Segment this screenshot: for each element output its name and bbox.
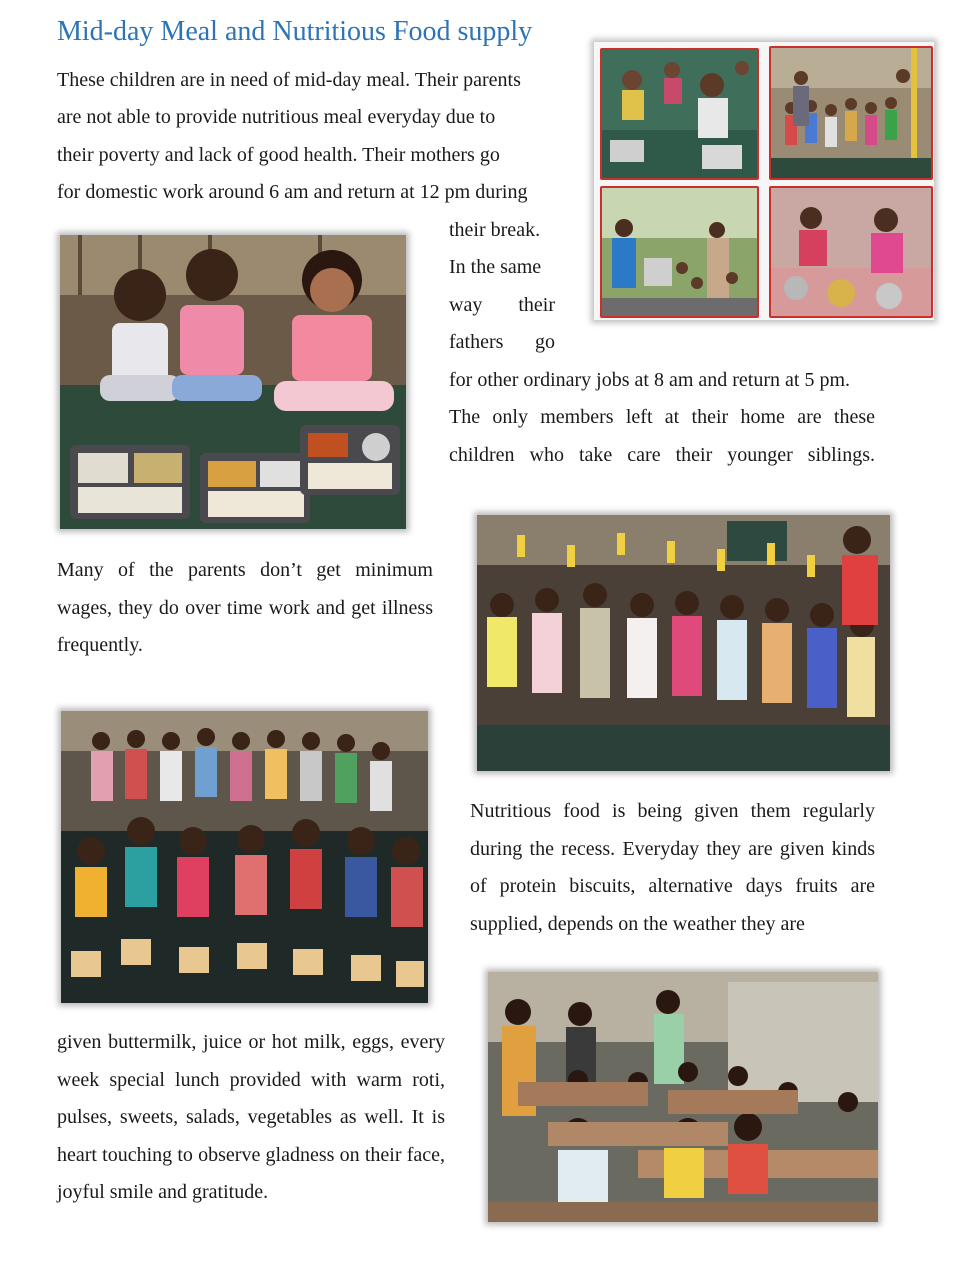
paragraph-1-line-4: for domestic work around 6 am and return at 12 pm during: [57, 181, 528, 203]
paragraph-1-col-line-3: way their: [449, 294, 555, 316]
paragraph-3: Nutritious food is being given them regularly during the recess. Everyday they are given kinds of protein biscuits, alternative days fruits are supplied, depends on the weather they are: [470, 800, 875, 935]
page-title: Mid-day Meal and Nutritious Food supply: [57, 16, 533, 47]
paragraph-1-col-line-2: In the same: [449, 256, 542, 278]
paragraph-1-col-line-4: fathers go: [449, 331, 555, 353]
photo-collage: [594, 42, 934, 320]
paragraph-1-line-5: for other ordinary jobs at 8 am and return at 5 pm.: [449, 369, 850, 391]
collage-photo-children-lined-up: [769, 46, 933, 180]
collage-photo-serving-food: [600, 186, 759, 318]
collage-photo-children-with-plates: [769, 186, 933, 318]
paragraph-1-line-1: These children are in need of mid-day meal. Their parents: [57, 69, 521, 91]
photo-children-seated-with-plates: [61, 711, 428, 1003]
photo-children-at-desks: [488, 972, 878, 1222]
paragraph-4: given buttermilk, juice or hot milk, eggs, every week special lunch provided with warm roti, pulses, sweets, salads, vegetables as well. It is heart touching to observe gladness on their face, joyful smile and gratitude.: [57, 1031, 445, 1203]
paragraph-1-line-3: their poverty and lack of good health. Their mothers go: [57, 144, 500, 166]
paragraph-1-col-line-1: their break.: [449, 219, 541, 241]
photo-three-children-with-meals: [60, 235, 406, 529]
photo-children-raising-fruit: [477, 515, 890, 771]
paragraph-1-line-6: The only members left at their home are these: [449, 406, 875, 428]
collage-photo-children-eating: [600, 48, 759, 180]
paragraph-2: Many of the parents don’t get minimum wages, they do over time work and get illness frequently.: [57, 559, 433, 656]
paragraph-1-line-2: are not able to provide nutritious meal everyday due to: [57, 106, 496, 128]
paragraph-1-line-7: children who take care their younger siblings.: [449, 444, 875, 466]
